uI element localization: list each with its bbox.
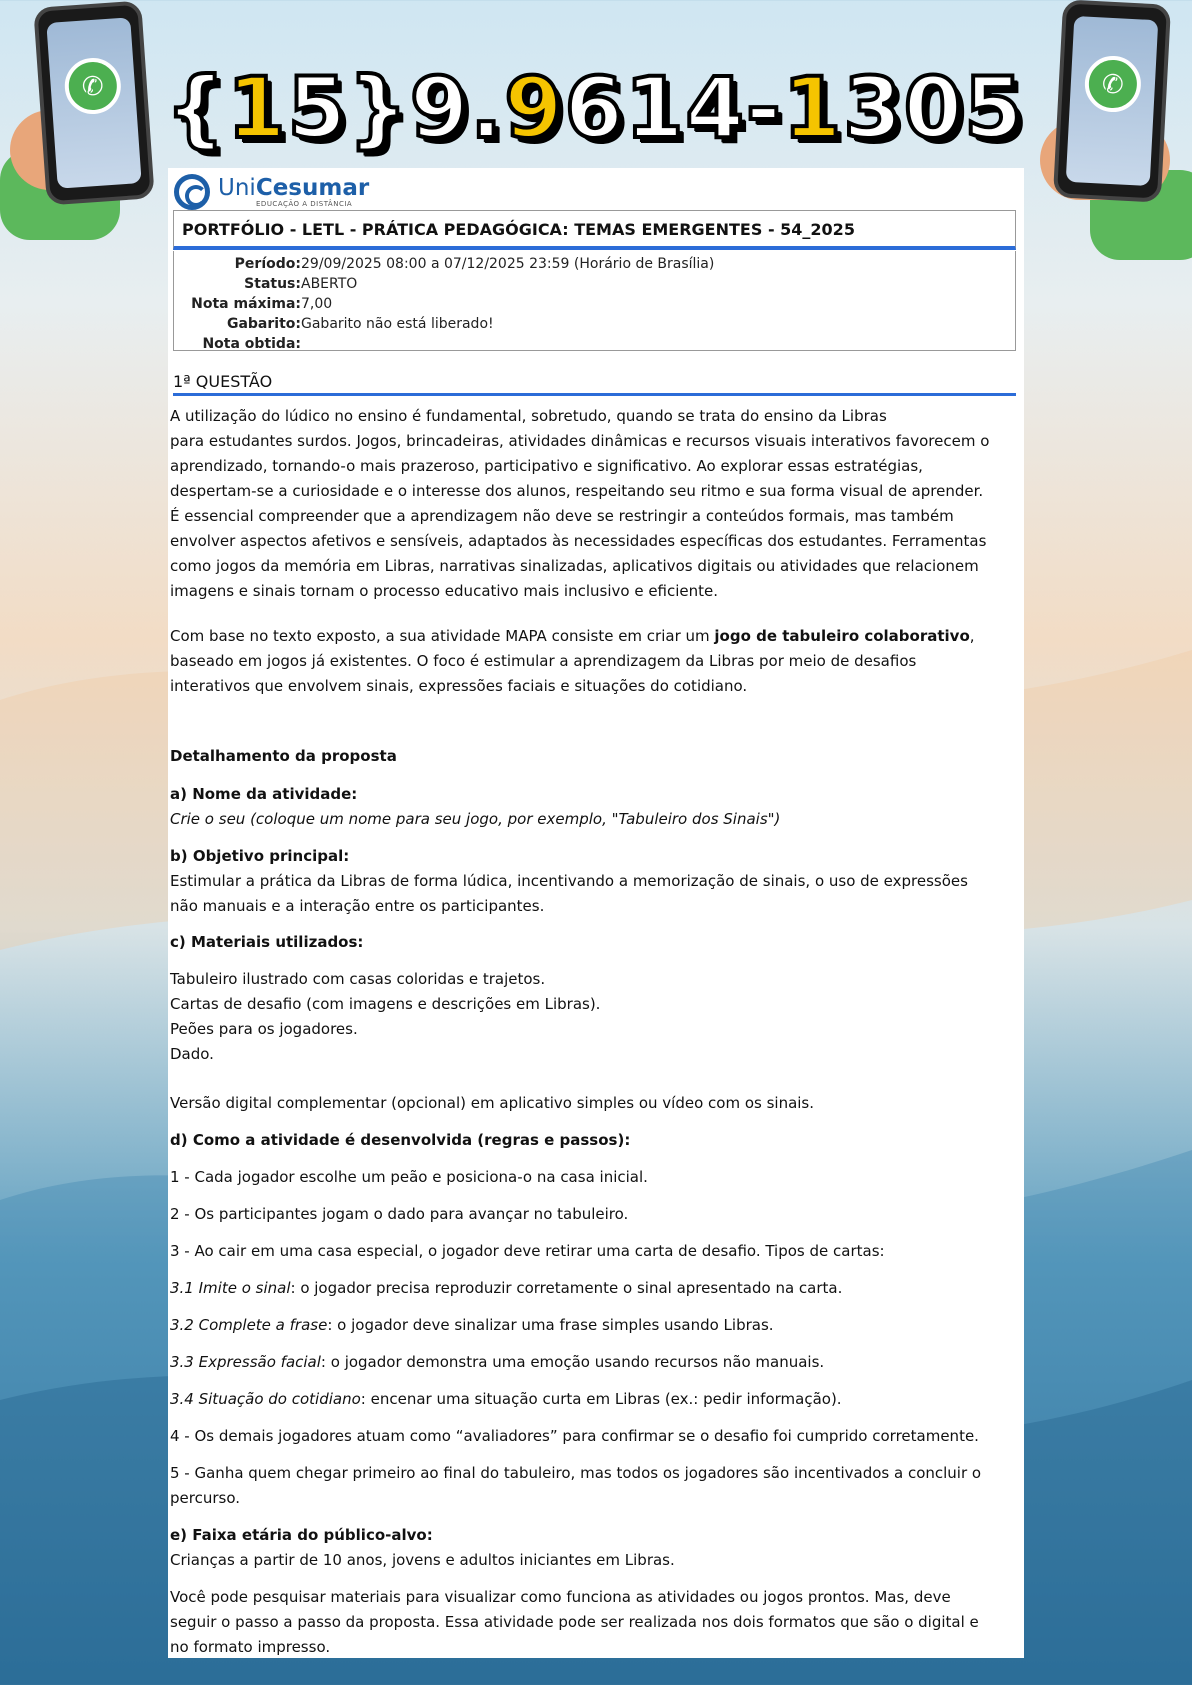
detail-heading: Detalhamento da proposta	[170, 747, 397, 765]
phone-number-banner	[150, 48, 1040, 168]
logo-name-bold: Cesumar	[255, 175, 370, 201]
document	[168, 168, 1024, 1658]
list-item: Dado.	[170, 1045, 214, 1063]
section-c-heading: c) Materiais utilizados:	[170, 933, 364, 951]
task-paragraph: Com base no texto exposto, a sua atividade MAPA consiste em criar um jogo de tabuleiro colaborativo, baseado em jogos já existentes. O foco é estimular a aprendizagem da Libras por meio de desafios interativos que envolvem sinais, expressões faciais e situações do cotidiano.	[170, 627, 975, 695]
phone-digit-group: {	[165, 59, 228, 157]
phone-digit-group: 1	[782, 59, 844, 157]
phone-digit-group: 9	[504, 59, 565, 157]
logo-name-light: Uni	[218, 175, 256, 201]
phone-digit-group: 305	[843, 59, 1025, 157]
section-c-items	[170, 967, 1020, 1067]
info-row-nota-obtida: Nota obtida:	[202, 336, 301, 352]
unicesumar-logo	[174, 174, 369, 210]
section-d-heading: d) Como a atividade é desenvolvida (regras e passos):	[170, 1131, 631, 1149]
info-row-status: Status:ABERTO	[244, 276, 358, 292]
list-item: Tabuleiro ilustrado com casas coloridas e trajetos.	[170, 970, 546, 988]
logo-subtitle: EDUCAÇÃO A DISTÂNCIA	[256, 200, 353, 208]
card-type-3: 3.3 Expressão facial: o jogador demonstra uma emoção usando recursos não manuais.	[170, 1353, 825, 1371]
info-row-periodo: Período:29/09/2025 08:00 a 07/12/2025 23:59 (Horário de Brasília)	[234, 256, 715, 272]
phone-number	[165, 59, 1024, 157]
step-1: 1 - Cada jogador escolhe um peão e posiciona-o na casa inicial.	[170, 1168, 648, 1186]
call-icon: ✆	[1083, 55, 1142, 114]
closing-paragraph: Você pode pesquisar materiais para visualizar como funciona as atividades ou jogos prontos. Mas, deve seguir o passo a passo da proposta. Essa atividade pode ser realizada nos dois formatos que são o digital e no formato impresso.	[170, 1588, 979, 1656]
phone-digit-group: 5	[287, 59, 349, 157]
step-5: 5 - Ganha quem chegar primeiro ao final do tabuleiro, mas todos os jogadores são incentivados a concluir o percurso.	[170, 1464, 982, 1507]
info-row-gabarito: Gabarito:Gabarito não está liberado!	[226, 316, 494, 332]
section-e: e) Faixa etária do público-alvo: Crianças a partir de 10 anos, jovens e adultos iniciantes em Libras.	[170, 1526, 675, 1569]
section-b: b) Objetivo principal: Estimular a prática da Libras de forma lúdica, incentivando a memorização de sinais, o uso de expressões não manuais e a interação entre os participantes.	[170, 847, 968, 915]
step-4: 4 - Os demais jogadores atuam como “avaliadores” para confirmar se o desafio foi cumprido corretamente.	[170, 1427, 979, 1445]
info-row-nota-maxima: Nota máxima:7,00	[191, 296, 333, 312]
list-item: Cartas de desafio (com imagens e descrições em Libras).	[170, 995, 601, 1013]
card-type-4: 3.4 Situação do cotidiano: encenar uma situação curta em Libras (ex.: pedir informação).	[170, 1390, 842, 1408]
call-icon: ✆	[63, 56, 123, 116]
card-type-2: 3.2 Complete a frase: o jogador deve sinalizar uma frase simples usando Libras.	[170, 1316, 774, 1334]
card-type-1: 3.1 Imite o sinal: o jogador precisa reproduzir corretamente o sinal apresentado na carta.	[170, 1279, 843, 1297]
step-3: 3 - Ao cair em uma casa especial, o jogador deve retirar uma carta de desafio. Tipos de cartas:	[170, 1242, 885, 1260]
info-box	[173, 251, 1016, 351]
phone-digit-group: 1	[227, 59, 288, 157]
list-item: Peões para os jogadores.	[170, 1020, 358, 1038]
left-phone-icon	[33, 0, 155, 205]
section-a: a) Nome da atividade: Crie o seu (coloque um nome para seu jogo, por exemplo, "Tabuleiro dos Sinais")	[170, 785, 781, 828]
question-header: 1ª QUESTÃO	[173, 373, 1016, 396]
right-phone-icon	[1053, 0, 1171, 203]
phone-digit-group: 614-	[564, 59, 783, 157]
step-2: 2 - Os participantes jogam o dado para avançar no tabuleiro.	[170, 1205, 629, 1223]
section-c-extra: Versão digital complementar (opcional) em aplicativo simples ou vídeo com os sinais.	[170, 1094, 815, 1112]
logo-icon	[174, 174, 210, 210]
page-title: PORTFÓLIO - LETL - PRÁTICA PEDAGÓGICA: TEMAS EMERGENTES - 54_2025	[173, 210, 1016, 250]
intro-paragraph: A utilização do lúdico no ensino é fundamental, sobretudo, quando se trata do ensino da Libras para estudantes surdos. Jogos, brincadeiras, atividades dinâmicas e recursos visuais interativos favorecem o aprendizado, tornando-o mais prazeroso, participativo e significativo. Ao explorar essas estratégias, despertam-se a curiosidade e o interesse dos alunos, respeitando seu ritmo e sua forma visual de aprender. É essencial compreender que a aprendizagem não deve se restringir a conteúdos formais, mas também envolver aspectos afetivos e sensíveis, adaptados às necessidades específicas dos estudantes. Ferramentas como jogos da memória em Libras, narrativas sinalizadas, aplicativos digitais ou atividades que relacionem imagens e sinais tornam o processo educativo mais inclusivo e eficiente.	[170, 407, 990, 600]
phone-digit-group: 9.	[409, 59, 505, 157]
phone-digit-group: }	[348, 59, 410, 157]
